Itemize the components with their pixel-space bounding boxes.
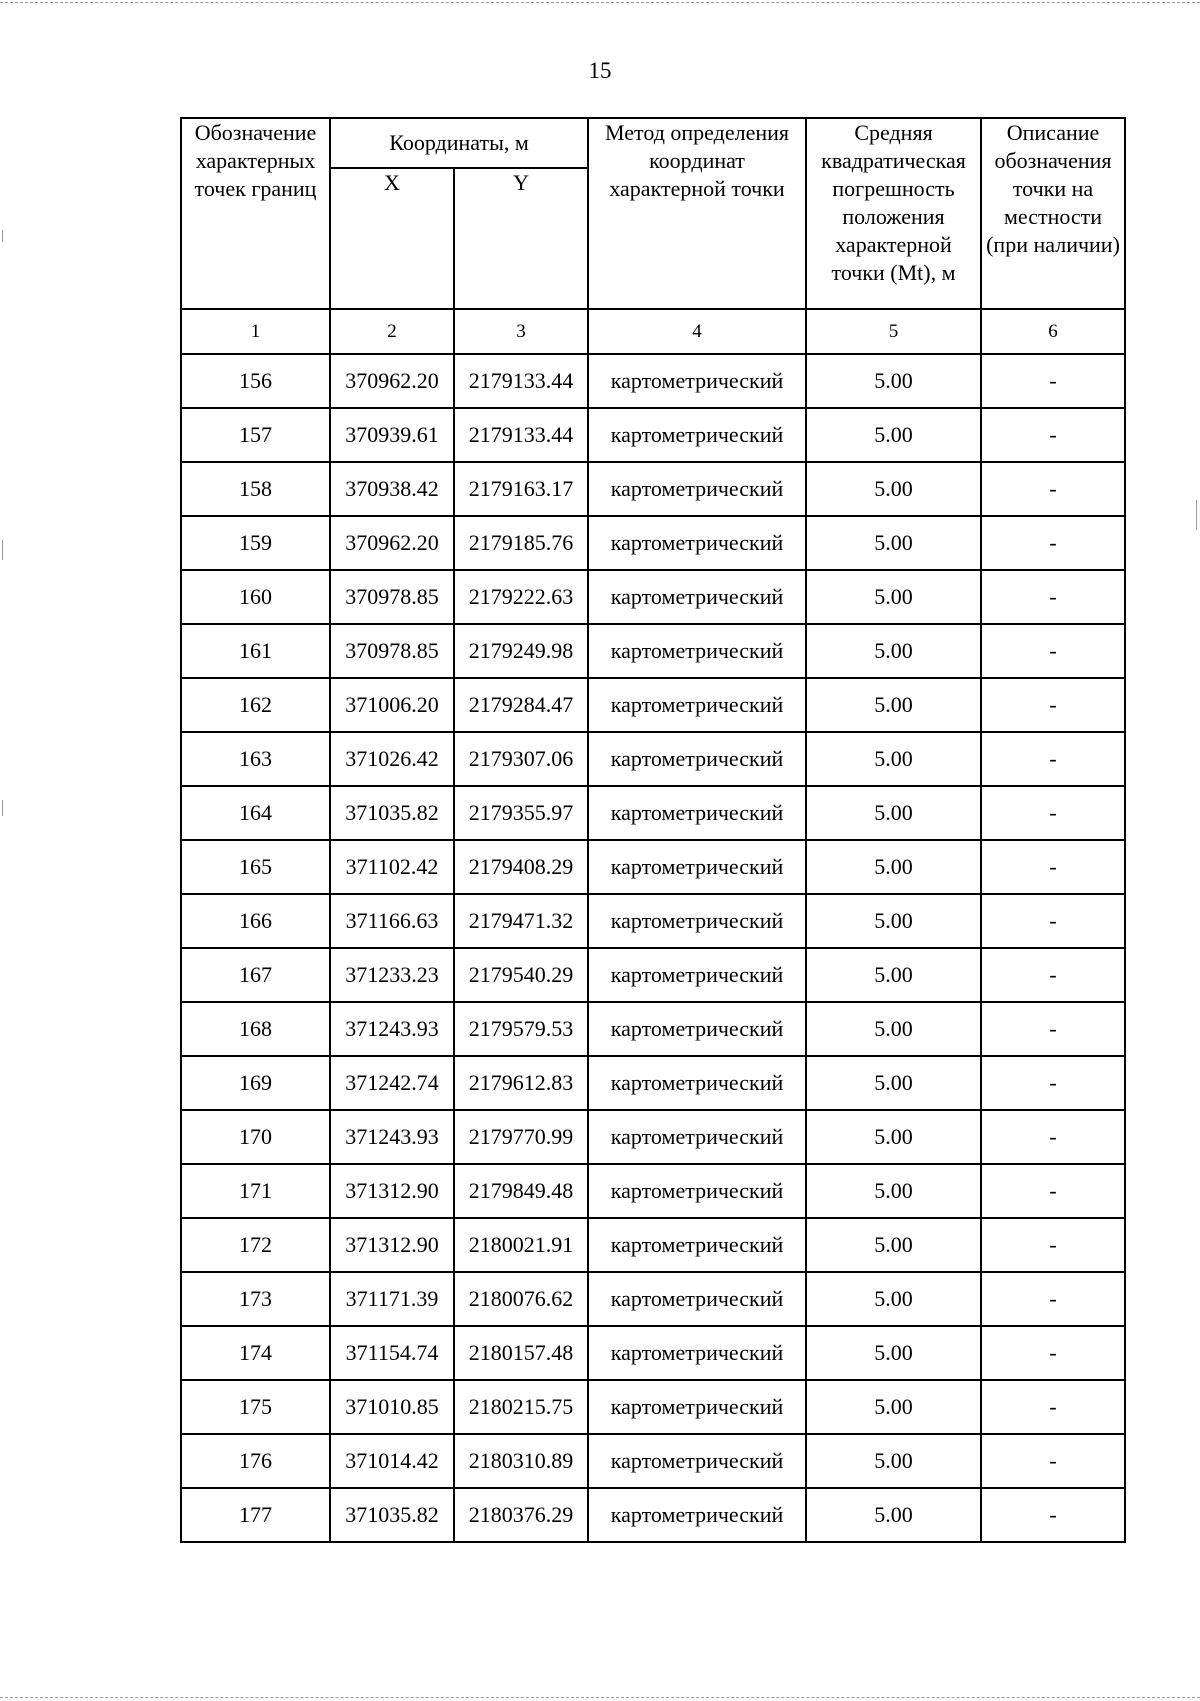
header-point-designation: Обозначение характерных точек границ — [181, 118, 330, 309]
description-cell: - — [981, 1434, 1125, 1488]
description-cell: - — [981, 462, 1125, 516]
error-cell: 5.00 — [806, 1002, 981, 1056]
error-cell: 5.00 — [806, 462, 981, 516]
y-coordinate-cell: 2179249.98 — [454, 624, 588, 678]
method-cell: картометрический — [588, 948, 806, 1002]
point-id-cell: 156 — [181, 354, 330, 408]
column-number: 5 — [806, 309, 981, 354]
x-coordinate-cell: 370978.85 — [330, 570, 454, 624]
description-cell: - — [981, 786, 1125, 840]
point-id-cell: 175 — [181, 1380, 330, 1434]
table-body — [181, 354, 1125, 1542]
method-cell: картометрический — [588, 1110, 806, 1164]
y-coordinate-cell: 2180376.29 — [454, 1488, 588, 1542]
error-cell: 5.00 — [806, 1434, 981, 1488]
table-row — [181, 840, 1125, 894]
scan-bottom-edge — [0, 1697, 1200, 1698]
error-cell: 5.00 — [806, 624, 981, 678]
x-coordinate-cell: 371312.90 — [330, 1218, 454, 1272]
method-cell: картометрический — [588, 786, 806, 840]
table-row — [181, 354, 1125, 408]
method-cell: картометрический — [588, 894, 806, 948]
header-x: X — [330, 168, 454, 309]
method-cell: картометрический — [588, 1380, 806, 1434]
description-cell: - — [981, 1056, 1125, 1110]
table-row — [181, 1218, 1125, 1272]
description-cell: - — [981, 408, 1125, 462]
point-id-cell: 176 — [181, 1434, 330, 1488]
table-row — [181, 1164, 1125, 1218]
error-cell: 5.00 — [806, 1218, 981, 1272]
y-coordinate-cell: 2179540.29 — [454, 948, 588, 1002]
error-cell: 5.00 — [806, 894, 981, 948]
table-row — [181, 1002, 1125, 1056]
point-id-cell: 164 — [181, 786, 330, 840]
x-coordinate-cell: 371154.74 — [330, 1326, 454, 1380]
column-number: 4 — [588, 309, 806, 354]
y-coordinate-cell: 2179770.99 — [454, 1110, 588, 1164]
description-cell: - — [981, 840, 1125, 894]
table-row — [181, 948, 1125, 1002]
point-id-cell: 174 — [181, 1326, 330, 1380]
error-cell: 5.00 — [806, 1056, 981, 1110]
point-id-cell: 170 — [181, 1110, 330, 1164]
x-coordinate-cell: 371102.42 — [330, 840, 454, 894]
scan-mark — [2, 230, 3, 242]
y-coordinate-cell: 2179133.44 — [454, 408, 588, 462]
description-cell: - — [981, 1326, 1125, 1380]
error-cell: 5.00 — [806, 786, 981, 840]
method-cell: картометрический — [588, 1434, 806, 1488]
method-cell: картометрический — [588, 1164, 806, 1218]
error-cell: 5.00 — [806, 1326, 981, 1380]
point-id-cell: 169 — [181, 1056, 330, 1110]
table-row — [181, 570, 1125, 624]
table-row — [181, 516, 1125, 570]
point-id-cell: 171 — [181, 1164, 330, 1218]
error-cell: 5.00 — [806, 354, 981, 408]
point-id-cell: 168 — [181, 1002, 330, 1056]
page-number: 15 — [588, 58, 612, 83]
method-cell: картометрический — [588, 570, 806, 624]
x-coordinate-cell: 371243.93 — [330, 1002, 454, 1056]
method-cell: картометрический — [588, 1002, 806, 1056]
error-cell: 5.00 — [806, 1272, 981, 1326]
table-row — [181, 1380, 1125, 1434]
error-cell: 5.00 — [806, 570, 981, 624]
header-description: Описание обозначения точки на местности (при наличии) — [981, 118, 1125, 309]
method-cell: картометрический — [588, 354, 806, 408]
column-number: 6 — [981, 309, 1125, 354]
description-cell: - — [981, 1110, 1125, 1164]
x-coordinate-cell: 371006.20 — [330, 678, 454, 732]
error-cell: 5.00 — [806, 1488, 981, 1542]
column-number: 1 — [181, 309, 330, 354]
table-row — [181, 894, 1125, 948]
table-row — [181, 678, 1125, 732]
error-cell: 5.00 — [806, 732, 981, 786]
scan-mark — [2, 800, 3, 816]
column-number: 2 — [330, 309, 454, 354]
scan-top-edge — [0, 2, 1200, 3]
description-cell: - — [981, 1380, 1125, 1434]
error-cell: 5.00 — [806, 408, 981, 462]
description-cell: - — [981, 1272, 1125, 1326]
table-row — [181, 786, 1125, 840]
scan-mark — [2, 540, 3, 560]
method-cell: картометрический — [588, 1218, 806, 1272]
x-coordinate-cell: 371312.90 — [330, 1164, 454, 1218]
description-cell: - — [981, 948, 1125, 1002]
table-row — [181, 462, 1125, 516]
description-cell: - — [981, 1488, 1125, 1542]
column-number: 3 — [454, 309, 588, 354]
x-coordinate-cell: 371026.42 — [330, 732, 454, 786]
table-row — [181, 1056, 1125, 1110]
description-cell: - — [981, 624, 1125, 678]
y-coordinate-cell: 2179133.44 — [454, 354, 588, 408]
description-cell: - — [981, 678, 1125, 732]
y-coordinate-cell: 2179612.83 — [454, 1056, 588, 1110]
y-coordinate-cell: 2179355.97 — [454, 786, 588, 840]
y-coordinate-cell: 2179185.76 — [454, 516, 588, 570]
table-row — [181, 624, 1125, 678]
x-coordinate-cell: 371166.63 — [330, 894, 454, 948]
x-coordinate-cell: 371171.39 — [330, 1272, 454, 1326]
point-id-cell: 160 — [181, 570, 330, 624]
description-cell: - — [981, 1002, 1125, 1056]
header-coordinates: Координаты, м — [330, 118, 588, 168]
table-row — [181, 1272, 1125, 1326]
point-id-cell: 163 — [181, 732, 330, 786]
table-row — [181, 1488, 1125, 1542]
point-id-cell: 167 — [181, 948, 330, 1002]
table-row — [181, 1110, 1125, 1164]
x-coordinate-cell: 370938.42 — [330, 462, 454, 516]
x-coordinate-cell: 371010.85 — [330, 1380, 454, 1434]
x-coordinate-cell: 370962.20 — [330, 516, 454, 570]
y-coordinate-cell: 2180215.75 — [454, 1380, 588, 1434]
method-cell: картометрический — [588, 732, 806, 786]
method-cell: картометрический — [588, 678, 806, 732]
y-coordinate-cell: 2179849.48 — [454, 1164, 588, 1218]
header-method: Метод определения координат характерной точки — [588, 118, 806, 309]
error-cell: 5.00 — [806, 948, 981, 1002]
x-coordinate-cell: 371233.23 — [330, 948, 454, 1002]
header-error: Средняя квадратическая погрешность положения характерной точки (Mt), м — [806, 118, 981, 309]
scan-mark — [1196, 500, 1197, 530]
y-coordinate-cell: 2179408.29 — [454, 840, 588, 894]
table-row — [181, 408, 1125, 462]
table-row — [181, 732, 1125, 786]
x-coordinate-cell: 371243.93 — [330, 1110, 454, 1164]
x-coordinate-cell: 371014.42 — [330, 1434, 454, 1488]
error-cell: 5.00 — [806, 1164, 981, 1218]
error-cell: 5.00 — [806, 1380, 981, 1434]
y-coordinate-cell: 2179222.63 — [454, 570, 588, 624]
method-cell: картометрический — [588, 1488, 806, 1542]
y-coordinate-cell: 2179471.32 — [454, 894, 588, 948]
y-coordinate-cell: 2179284.47 — [454, 678, 588, 732]
table-row — [181, 1434, 1125, 1488]
x-coordinate-cell: 371035.82 — [330, 1488, 454, 1542]
y-coordinate-cell: 2179163.17 — [454, 462, 588, 516]
description-cell: - — [981, 732, 1125, 786]
point-id-cell: 173 — [181, 1272, 330, 1326]
description-cell: - — [981, 894, 1125, 948]
point-id-cell: 165 — [181, 840, 330, 894]
x-coordinate-cell: 371242.74 — [330, 1056, 454, 1110]
x-coordinate-cell: 370962.20 — [330, 354, 454, 408]
method-cell: картометрический — [588, 840, 806, 894]
description-cell: - — [981, 354, 1125, 408]
method-cell: картометрический — [588, 1272, 806, 1326]
point-id-cell: 177 — [181, 1488, 330, 1542]
error-cell: 5.00 — [806, 840, 981, 894]
method-cell: картометрический — [588, 408, 806, 462]
description-cell: - — [981, 1164, 1125, 1218]
point-id-cell: 172 — [181, 1218, 330, 1272]
error-cell: 5.00 — [806, 1110, 981, 1164]
method-cell: картометрический — [588, 624, 806, 678]
column-numbers-row — [181, 309, 1125, 354]
description-cell: - — [981, 516, 1125, 570]
x-coordinate-cell: 371035.82 — [330, 786, 454, 840]
point-id-cell: 157 — [181, 408, 330, 462]
method-cell: картометрический — [588, 1056, 806, 1110]
header-y: Y — [454, 168, 588, 309]
point-id-cell: 159 — [181, 516, 330, 570]
y-coordinate-cell: 2180310.89 — [454, 1434, 588, 1488]
coordinates-table — [180, 117, 1126, 1543]
x-coordinate-cell: 370939.61 — [330, 408, 454, 462]
y-coordinate-cell: 2180021.91 — [454, 1218, 588, 1272]
x-coordinate-cell: 370978.85 — [330, 624, 454, 678]
table-row — [181, 1326, 1125, 1380]
y-coordinate-cell: 2179307.06 — [454, 732, 588, 786]
error-cell: 5.00 — [806, 516, 981, 570]
point-id-cell: 161 — [181, 624, 330, 678]
y-coordinate-cell: 2179579.53 — [454, 1002, 588, 1056]
y-coordinate-cell: 2180076.62 — [454, 1272, 588, 1326]
method-cell: картометрический — [588, 1326, 806, 1380]
y-coordinate-cell: 2180157.48 — [454, 1326, 588, 1380]
description-cell: - — [981, 570, 1125, 624]
description-cell: - — [981, 1218, 1125, 1272]
point-id-cell: 166 — [181, 894, 330, 948]
method-cell: картометрический — [588, 462, 806, 516]
point-id-cell: 162 — [181, 678, 330, 732]
point-id-cell: 158 — [181, 462, 330, 516]
method-cell: картометрический — [588, 516, 806, 570]
error-cell: 5.00 — [806, 678, 981, 732]
